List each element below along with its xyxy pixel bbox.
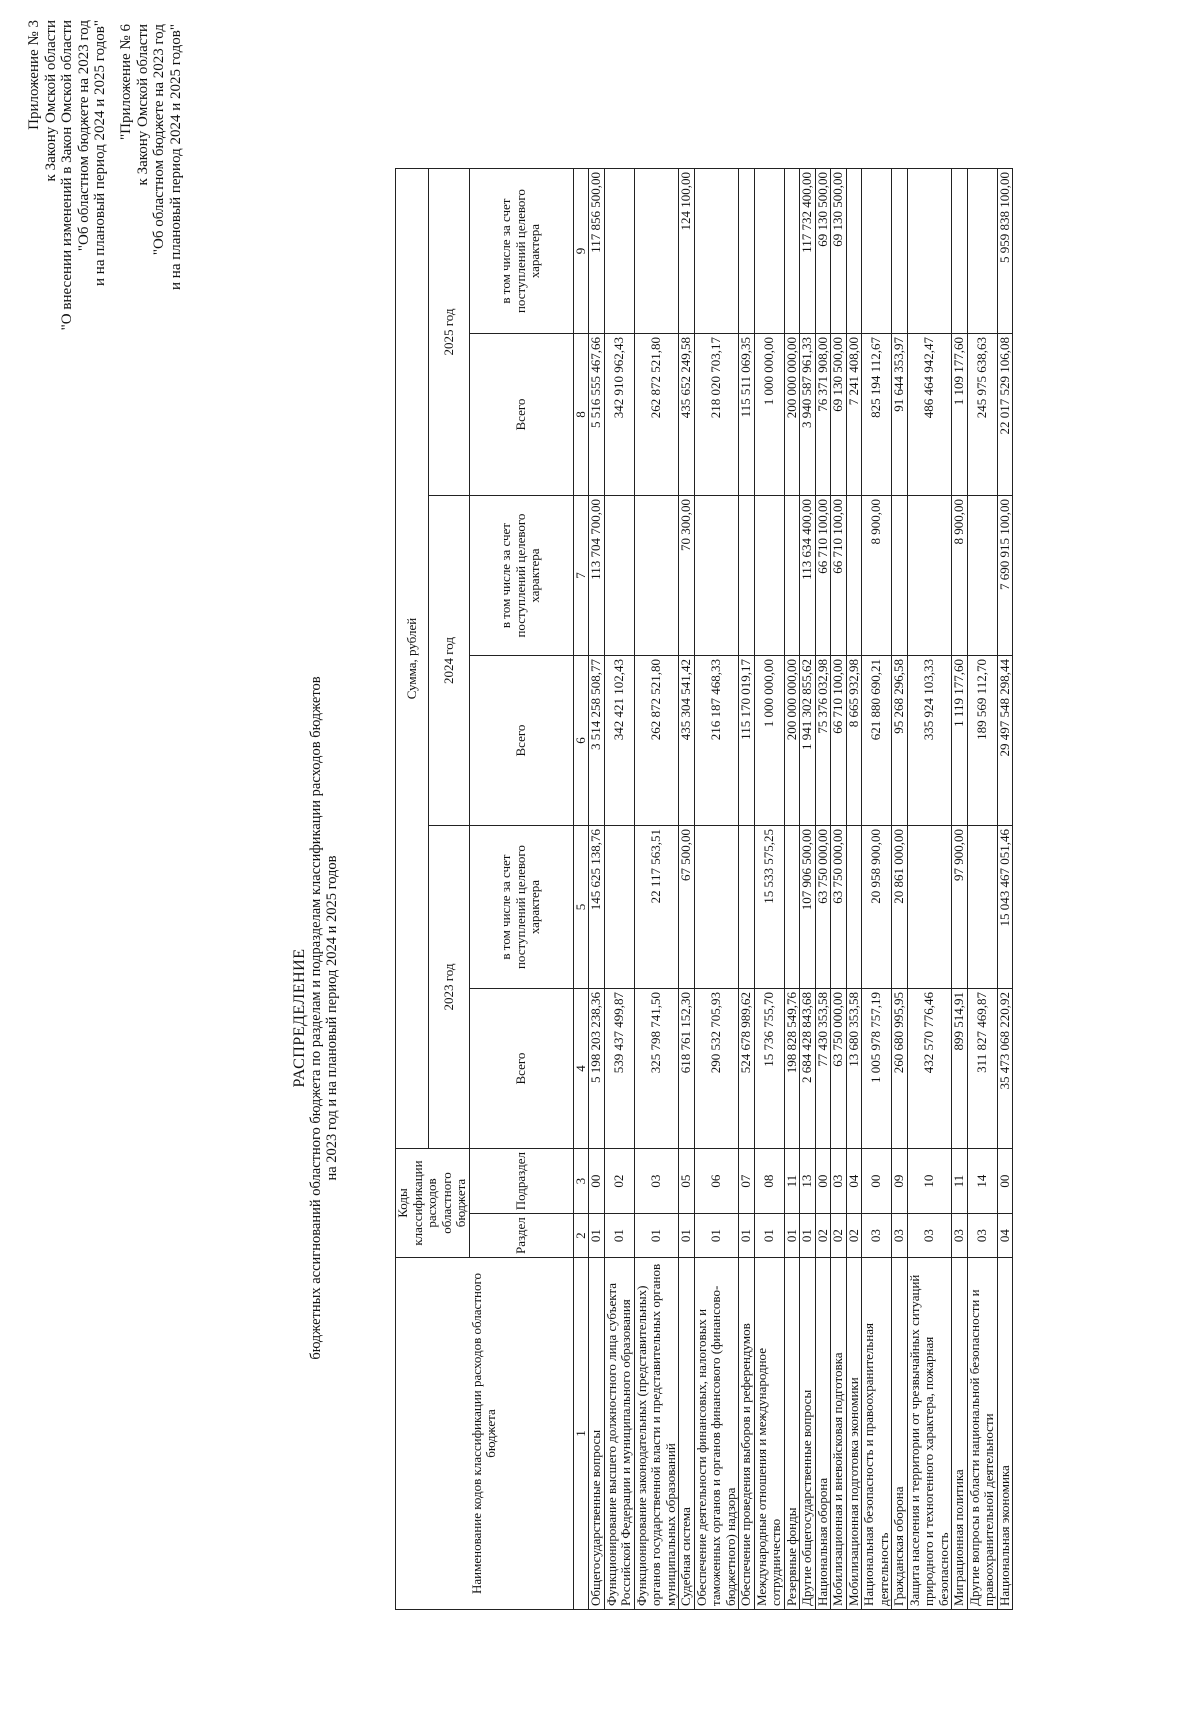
- document-title: [292, 668, 340, 1368]
- budget-table: [395, 168, 1013, 1610]
- row-subsection-code: 08: [754, 1149, 784, 1214]
- row-total-2023: 311 827 469,87: [967, 989, 997, 1149]
- row-total-2024: 621 880 690,21: [862, 656, 892, 826]
- row-total-2025: 5 516 555 467,66: [589, 334, 605, 496]
- row-targeted-2024: [892, 496, 908, 656]
- row-targeted-2025: [862, 169, 892, 334]
- appendix-3-line: "Об областном бюджете на 2023 год: [75, 20, 92, 252]
- row-targeted-2024: [694, 496, 739, 656]
- row-section-code: 03: [862, 1214, 892, 1258]
- row-targeted-2023: 67 500,00: [679, 826, 695, 989]
- header-targeted: в том числе за счет поступлений целевого характера: [469, 826, 573, 989]
- row-targeted-2023: [907, 826, 952, 989]
- row-targeted-2024: [754, 496, 784, 656]
- row-section-code: 01: [784, 1214, 800, 1258]
- row-subsection-code: 00: [815, 1149, 831, 1214]
- row-name: Защита населения и территории от чрезвычайных ситуаций природного и техногенного характера, пожарная безопасность: [907, 1258, 952, 1610]
- row-targeted-2023: 15 533 575,25: [754, 826, 784, 989]
- row-total-2023: 325 798 741,50: [634, 989, 679, 1149]
- table-row: [831, 169, 847, 1610]
- row-targeted-2023: 145 625 138,76: [589, 826, 605, 989]
- row-targeted-2025: 69 130 500,00: [831, 169, 847, 334]
- row-total-2024: 75 376 032,98: [815, 656, 831, 826]
- column-index: 9: [573, 169, 589, 334]
- appendix-3-line: "О внесении изменений в Закон Омской области: [59, 20, 75, 331]
- row-subsection-code: 02: [604, 1149, 634, 1214]
- row-subsection-code: 05: [679, 1149, 695, 1214]
- row-targeted-2025: [604, 169, 634, 334]
- header-total: Всего: [469, 989, 573, 1149]
- row-targeted-2025: 117 856 500,00: [589, 169, 605, 334]
- row-section-code: 01: [739, 1214, 755, 1258]
- row-targeted-2023: 97 900,00: [952, 826, 968, 989]
- appendix-3-line: к Закону Омской области: [42, 20, 59, 182]
- row-total-2023: 432 570 776,46: [907, 989, 952, 1149]
- row-targeted-2024: [604, 496, 634, 656]
- row-total-2023: 618 761 152,30: [679, 989, 695, 1149]
- header-targeted: в том числе за счет поступлений целевого характера: [469, 169, 573, 334]
- row-total-2023: 290 532 705,93: [694, 989, 739, 1149]
- row-total-2024: 1 000 000,00: [754, 656, 784, 826]
- row-total-2025: 218 020 703,17: [694, 334, 739, 496]
- row-section-code: 01: [754, 1214, 784, 1258]
- header-name: Наименование кодов классификации расходов областного бюджета: [396, 1258, 574, 1610]
- row-total-2023: 13 680 353,58: [846, 989, 862, 1149]
- row-name: Обеспечение проведения выборов и референдумов: [739, 1258, 755, 1610]
- row-targeted-2024: [634, 496, 679, 656]
- row-name: Обеспечение деятельности финансовых, налоговых и таможенных органов и органов финансового (финансово-бюджетного) надзора: [694, 1258, 739, 1610]
- row-section-code: 03: [967, 1214, 997, 1258]
- row-total-2023: 2 684 428 843,68: [800, 989, 816, 1149]
- table-row: [967, 169, 997, 1610]
- row-total-2024: 262 872 521,80: [634, 656, 679, 826]
- appendix-6-line: "Об областном бюджете на 2023 год: [151, 24, 167, 256]
- appendix-6-line: к Закону Омской области: [134, 24, 151, 186]
- row-targeted-2024: 113 634 400,00: [800, 496, 816, 656]
- row-total-2024: 200 000 000,00: [784, 656, 800, 826]
- row-total-2025: 1 000 000,00: [754, 334, 784, 496]
- column-index: 7: [573, 496, 589, 656]
- row-subsection-code: 03: [831, 1149, 847, 1214]
- header-subsection: Подраздел: [469, 1149, 573, 1214]
- row-total-2024: 335 924 103,33: [907, 656, 952, 826]
- row-name: Функционирование законодательных (представительных) органов государственной власти и представительных органов муниципальных образований: [634, 1258, 679, 1610]
- table-body: [573, 169, 1013, 1610]
- row-targeted-2024: [784, 496, 800, 656]
- row-name: Другие вопросы в области национальной безопасности и правоохранительной деятельности: [967, 1258, 997, 1610]
- row-name: Гражданская оборона: [892, 1258, 908, 1610]
- row-section-code: 04: [997, 1214, 1013, 1258]
- row-targeted-2024: [846, 496, 862, 656]
- row-targeted-2025: [967, 169, 997, 334]
- row-total-2023: 5 198 203 238,36: [589, 989, 605, 1149]
- row-subsection-code: 04: [846, 1149, 862, 1214]
- row-name: Общегосударственные вопросы: [589, 1258, 605, 1610]
- row-total-2025: 69 130 500,00: [831, 334, 847, 496]
- row-total-2025: 262 872 521,80: [634, 334, 679, 496]
- row-total-2025: 200 000 000,00: [784, 334, 800, 496]
- row-targeted-2024: 66 710 100,00: [815, 496, 831, 656]
- table-row: [694, 169, 739, 1610]
- row-subsection-code: 06: [694, 1149, 739, 1214]
- row-total-2023: 899 514,91: [952, 989, 968, 1149]
- table-row: [952, 169, 968, 1610]
- header-section: Раздел: [469, 1214, 573, 1258]
- table-row: [784, 169, 800, 1610]
- row-total-2025: 825 194 112,67: [862, 334, 892, 496]
- row-targeted-2024: [967, 496, 997, 656]
- row-subsection-code: 00: [997, 1149, 1013, 1214]
- row-total-2023: 63 750 000,00: [831, 989, 847, 1149]
- row-total-2024: 95 268 296,58: [892, 656, 908, 826]
- row-total-2023: 539 437 499,87: [604, 989, 634, 1149]
- row-section-code: 01: [589, 1214, 605, 1258]
- row-section-code: 01: [800, 1214, 816, 1258]
- table-row: [892, 169, 908, 1610]
- row-subsection-code: 07: [739, 1149, 755, 1214]
- row-section-code: 03: [907, 1214, 952, 1258]
- row-total-2024: 3 514 258 508,77: [589, 656, 605, 826]
- appendix-6-line: и на плановый период 2024 и 2025 годов": [167, 24, 184, 290]
- appendix-6-line: "Приложение № 6: [118, 24, 134, 140]
- row-section-code: 01: [634, 1214, 679, 1258]
- row-targeted-2023: 22 117 563,51: [634, 826, 679, 989]
- row-subsection-code: 11: [952, 1149, 968, 1214]
- row-targeted-2025: [952, 169, 968, 334]
- row-total-2025: 7 241 408,00: [846, 334, 862, 496]
- row-name: Мобилизационная и вневойсковая подготовка: [831, 1258, 847, 1610]
- appendix-6-header: [118, 24, 184, 408]
- row-total-2025: 115 511 069,35: [739, 334, 755, 496]
- row-total-2023: 77 430 353,58: [815, 989, 831, 1149]
- row-targeted-2023: 20 958 900,00: [862, 826, 892, 989]
- column-index: 1: [573, 1258, 589, 1610]
- row-targeted-2023: [846, 826, 862, 989]
- header-year-2024: 2024 год: [429, 496, 469, 826]
- row-targeted-2023: [739, 826, 755, 989]
- row-subsection-code: 14: [967, 1149, 997, 1214]
- table-row: [604, 169, 634, 1610]
- row-name: Другие общегосударственные вопросы: [800, 1258, 816, 1610]
- row-section-code: 01: [604, 1214, 634, 1258]
- row-targeted-2025: 124 100,00: [679, 169, 695, 334]
- appendix-3-line: и на плановый период 2024 и 2025 годов": [92, 20, 108, 286]
- row-subsection-code: 11: [784, 1149, 800, 1214]
- row-targeted-2023: [694, 826, 739, 989]
- row-targeted-2023: [967, 826, 997, 989]
- row-total-2024: 216 187 468,33: [694, 656, 739, 826]
- row-total-2025: 91 644 353,97: [892, 334, 908, 496]
- row-section-code: 03: [952, 1214, 968, 1258]
- row-targeted-2025: 5 959 838 100,00: [997, 169, 1013, 334]
- row-targeted-2024: 66 710 100,00: [831, 496, 847, 656]
- row-total-2023: 260 680 995,95: [892, 989, 908, 1149]
- column-index: 4: [573, 989, 589, 1149]
- table-row: [679, 169, 695, 1610]
- header-year-2023: 2023 год: [429, 826, 469, 1149]
- header-total: Всего: [469, 656, 573, 826]
- row-name: Миграционная политика: [952, 1258, 968, 1610]
- row-section-code: 02: [815, 1214, 831, 1258]
- row-targeted-2025: 117 732 400,00: [800, 169, 816, 334]
- row-targeted-2024: [907, 496, 952, 656]
- table-row: [862, 169, 892, 1610]
- row-total-2024: 66 710 100,00: [831, 656, 847, 826]
- row-total-2024: 29 497 548 298,44: [997, 656, 1013, 826]
- row-targeted-2024: [739, 496, 755, 656]
- column-index: 6: [573, 656, 589, 826]
- header-targeted: в том числе за счет поступлений целевого характера: [469, 496, 573, 656]
- row-total-2023: 524 678 989,62: [739, 989, 755, 1149]
- row-name: Национальная экономика: [997, 1258, 1013, 1610]
- row-total-2024: 8 665 932,98: [846, 656, 862, 826]
- row-targeted-2025: [634, 169, 679, 334]
- row-targeted-2024: 113 704 700,00: [589, 496, 605, 656]
- row-subsection-code: 00: [589, 1149, 605, 1214]
- row-targeted-2025: [907, 169, 952, 334]
- row-targeted-2023: 20 861 000,00: [892, 826, 908, 989]
- row-total-2024: 342 421 102,43: [604, 656, 634, 826]
- column-index: 8: [573, 334, 589, 496]
- row-targeted-2025: 69 130 500,00: [815, 169, 831, 334]
- header-year-2025: 2025 год: [429, 169, 469, 496]
- row-targeted-2023: 63 750 000,00: [815, 826, 831, 989]
- row-targeted-2023: 15 043 467 051,46: [997, 826, 1013, 989]
- row-total-2024: 1 119 177,60: [952, 656, 968, 826]
- table-row: [754, 169, 784, 1610]
- title-line: на 2023 год и на плановый период 2024 и 2025 годов: [324, 855, 340, 1181]
- row-total-2025: 245 975 638,63: [967, 334, 997, 496]
- row-name: Резервные фонды: [784, 1258, 800, 1610]
- row-subsection-code: 13: [800, 1149, 816, 1214]
- table-row: [589, 169, 605, 1610]
- table-row: [634, 169, 679, 1610]
- row-total-2024: 435 304 541,42: [679, 656, 695, 826]
- row-subsection-code: 10: [907, 1149, 952, 1214]
- row-total-2025: 76 371 908,00: [815, 334, 831, 496]
- appendix-3-header: [26, 20, 109, 408]
- title-line: бюджетных ассигнований областного бюджета по разделам и подразделам классификации расходов бюджетов: [308, 676, 324, 1360]
- header-codes: Коды классификации расходов областного бюджета: [396, 1149, 470, 1258]
- row-targeted-2023: [604, 826, 634, 989]
- column-index: 5: [573, 826, 589, 989]
- row-targeted-2025: [754, 169, 784, 334]
- row-targeted-2023: 63 750 000,00: [831, 826, 847, 989]
- table-row: [907, 169, 952, 1610]
- column-index-row: [573, 169, 589, 1610]
- row-total-2023: 35 473 068 220,92: [997, 989, 1013, 1149]
- row-total-2023: 15 736 755,70: [754, 989, 784, 1149]
- row-section-code: 01: [694, 1214, 739, 1258]
- table-row: [846, 169, 862, 1610]
- appendix-3-line: Приложение № 3: [26, 20, 42, 130]
- row-name: Функционирование высшего должностного лица субъекта Российской Федерации и муниципального образования: [604, 1258, 634, 1610]
- row-total-2024: 189 569 112,70: [967, 656, 997, 826]
- table-row: [815, 169, 831, 1610]
- title-heading: РАСПРЕДЕЛЕНИЕ: [291, 948, 308, 1088]
- row-total-2024: 115 170 019,17: [739, 656, 755, 826]
- row-section-code: 01: [679, 1214, 695, 1258]
- header-total: Всего: [469, 334, 573, 496]
- row-targeted-2024: 70 300,00: [679, 496, 695, 656]
- row-targeted-2023: [784, 826, 800, 989]
- row-targeted-2024: 7 690 915 100,00: [997, 496, 1013, 656]
- row-total-2025: 3 940 587 961,33: [800, 334, 816, 496]
- row-targeted-2024: 8 900,00: [862, 496, 892, 656]
- row-targeted-2025: [892, 169, 908, 334]
- row-section-code: 03: [892, 1214, 908, 1258]
- row-total-2023: 1 005 978 757,19: [862, 989, 892, 1149]
- table-row: [800, 169, 816, 1610]
- row-targeted-2023: 107 906 500,00: [800, 826, 816, 989]
- row-section-code: 02: [846, 1214, 862, 1258]
- row-name: Международные отношения и международное сотрудничество: [754, 1258, 784, 1610]
- row-targeted-2025: [784, 169, 800, 334]
- table-row: [997, 169, 1013, 1610]
- row-total-2025: 435 652 249,58: [679, 334, 695, 496]
- row-targeted-2025: [694, 169, 739, 334]
- row-total-2025: 486 464 942,47: [907, 334, 952, 496]
- row-total-2025: 342 910 962,43: [604, 334, 634, 496]
- row-name: Национальная безопасность и правоохранительная деятельность: [862, 1258, 892, 1610]
- row-total-2024: 1 941 302 855,62: [800, 656, 816, 826]
- header-sum: Сумма, рублей: [396, 169, 429, 1149]
- row-subsection-code: 03: [634, 1149, 679, 1214]
- row-name: Мобилизационная подготовка экономики: [846, 1258, 862, 1610]
- row-targeted-2025: [846, 169, 862, 334]
- row-subsection-code: 00: [862, 1149, 892, 1214]
- column-index: 2: [573, 1214, 589, 1258]
- column-index: 3: [573, 1149, 589, 1214]
- row-targeted-2024: 8 900,00: [952, 496, 968, 656]
- row-targeted-2025: [739, 169, 755, 334]
- row-section-code: 02: [831, 1214, 847, 1258]
- table-row: [739, 169, 755, 1610]
- row-name: Национальная оборона: [815, 1258, 831, 1610]
- row-subsection-code: 09: [892, 1149, 908, 1214]
- row-total-2023: 198 828 549,76: [784, 989, 800, 1149]
- row-name: Судебная система: [679, 1258, 695, 1610]
- row-total-2025: 1 109 177,60: [952, 334, 968, 496]
- row-total-2025: 22 017 529 106,08: [997, 334, 1013, 496]
